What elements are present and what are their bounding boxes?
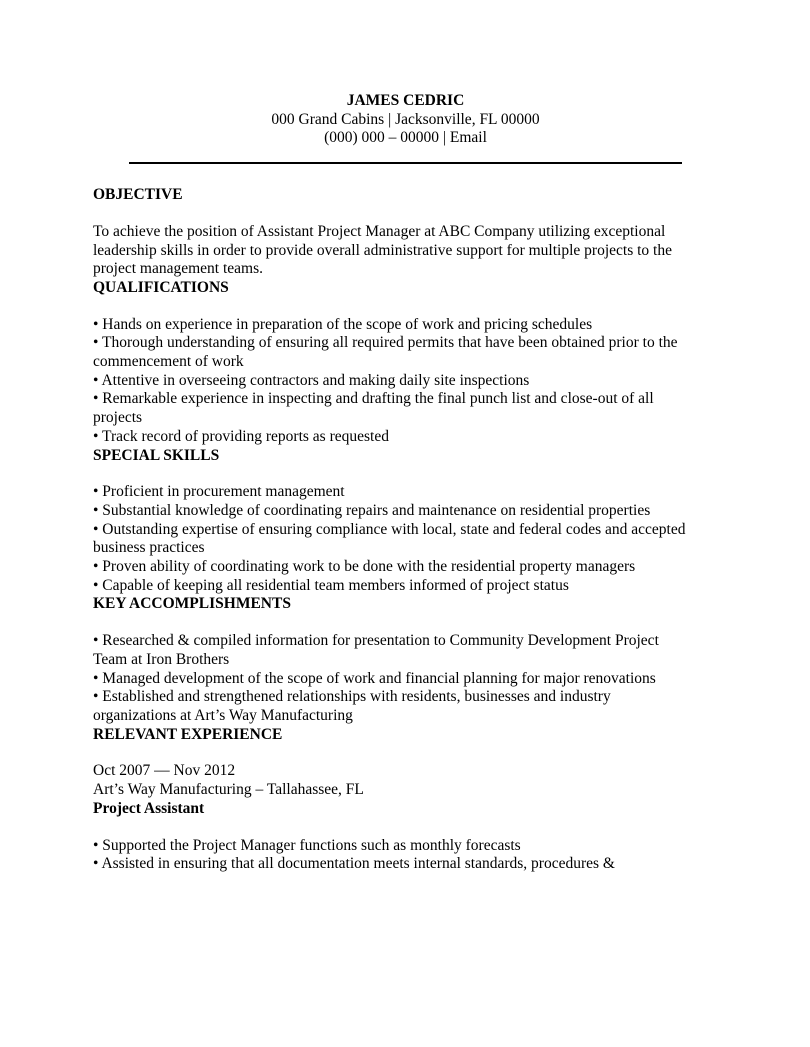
job-company: Art’s Way Manufacturing – Tallahassee, FL — [93, 781, 364, 799]
text-line: To achieve the position of Assistant Project Manager at ABC Company utilizing exceptional — [93, 222, 666, 240]
bullet-line: • Proficient in procurement management — [93, 483, 345, 501]
bullet-line: • Established and strengthened relationships with residents, businesses and industry — [93, 688, 611, 706]
header-divider — [129, 162, 682, 164]
bullet-line: • Substantial knowledge of coordinating repairs and maintenance on residential properties — [93, 501, 651, 519]
objective-heading: OBJECTIVE — [93, 186, 183, 204]
bullet-line: • Outstanding expertise of ensuring compliance with local, state and federal codes and accepted — [93, 520, 686, 538]
bullet-line: • Hands on experience in preparation of the scope of work and pricing schedules — [93, 315, 593, 333]
section-qualifications — [93, 279, 718, 447]
bullet-line: • Attentive in overseeing contractors and making daily site inspections — [93, 371, 530, 389]
text-line: project management teams. — [93, 260, 264, 278]
bullet-line: • Assisted in ensuring that all documentation meets internal standards, procedures & — [93, 855, 615, 873]
bullet-continuation-line: commencement of work — [93, 353, 244, 371]
person-name: JAMES CEDRIC — [346, 92, 465, 109]
job-date-range: Oct 2007 — Nov 2012 — [93, 762, 236, 780]
bullet-line: • Thorough understanding of ensuring all required permits that have been obtained prior to the — [93, 334, 678, 352]
job-header — [93, 762, 718, 818]
bullet-line: • Managed development of the scope of work and financial planning for major renovations — [93, 669, 656, 687]
bullet-line: • Researched & compiled information for presentation to Community Development Project — [93, 632, 659, 650]
bullet-continuation-line: business practices — [93, 539, 205, 557]
job-title: Project Assistant — [93, 799, 205, 817]
section-objective — [93, 186, 718, 279]
bullet-line: • Capable of keeping all residential team members informed of project status — [93, 576, 569, 594]
qualifications-heading: QUALIFICATIONS — [93, 278, 229, 296]
special-skills-heading: SPECIAL SKILLS — [93, 446, 220, 464]
address-line: 000 Grand Cabins | Jacksonville, FL 00000 — [271, 110, 540, 128]
section-special-skills — [93, 447, 718, 596]
bullet-continuation-line: projects — [93, 409, 143, 427]
relevant-experience-heading: RELEVANT EXPERIENCE — [93, 725, 283, 743]
section-key-accomplishments — [93, 595, 718, 725]
bullet-line: • Track record of providing reports as requested — [93, 427, 389, 445]
bullet-line: • Proven ability of coordinating work to be done with the residential property managers — [93, 558, 636, 576]
job-duties-list — [93, 837, 718, 874]
bullet-continuation-line: organizations at Art’s Way Manufacturing — [93, 706, 353, 724]
bullet-line: • Remarkable experience in inspecting and drafting the final punch list and close-out of all — [93, 390, 654, 408]
bullet-continuation-line: Team at Iron Brothers — [93, 650, 230, 668]
key-accomplishments-list — [93, 632, 718, 726]
key-accomplishments-heading: KEY ACCOMPLISHMENTS — [93, 595, 291, 613]
resume-header — [93, 92, 718, 148]
contact-line: (000) 000 – 00000 | Email — [324, 129, 487, 147]
section-relevant-experience — [93, 726, 718, 874]
objective-paragraph — [93, 223, 718, 279]
bullet-line: • Supported the Project Manager functions such as monthly forecasts — [93, 836, 521, 854]
text-line: leadership skills in order to provide overall administrative support for multiple projects to the — [93, 241, 672, 259]
qualifications-list — [93, 316, 718, 447]
special-skills-list — [93, 483, 718, 595]
